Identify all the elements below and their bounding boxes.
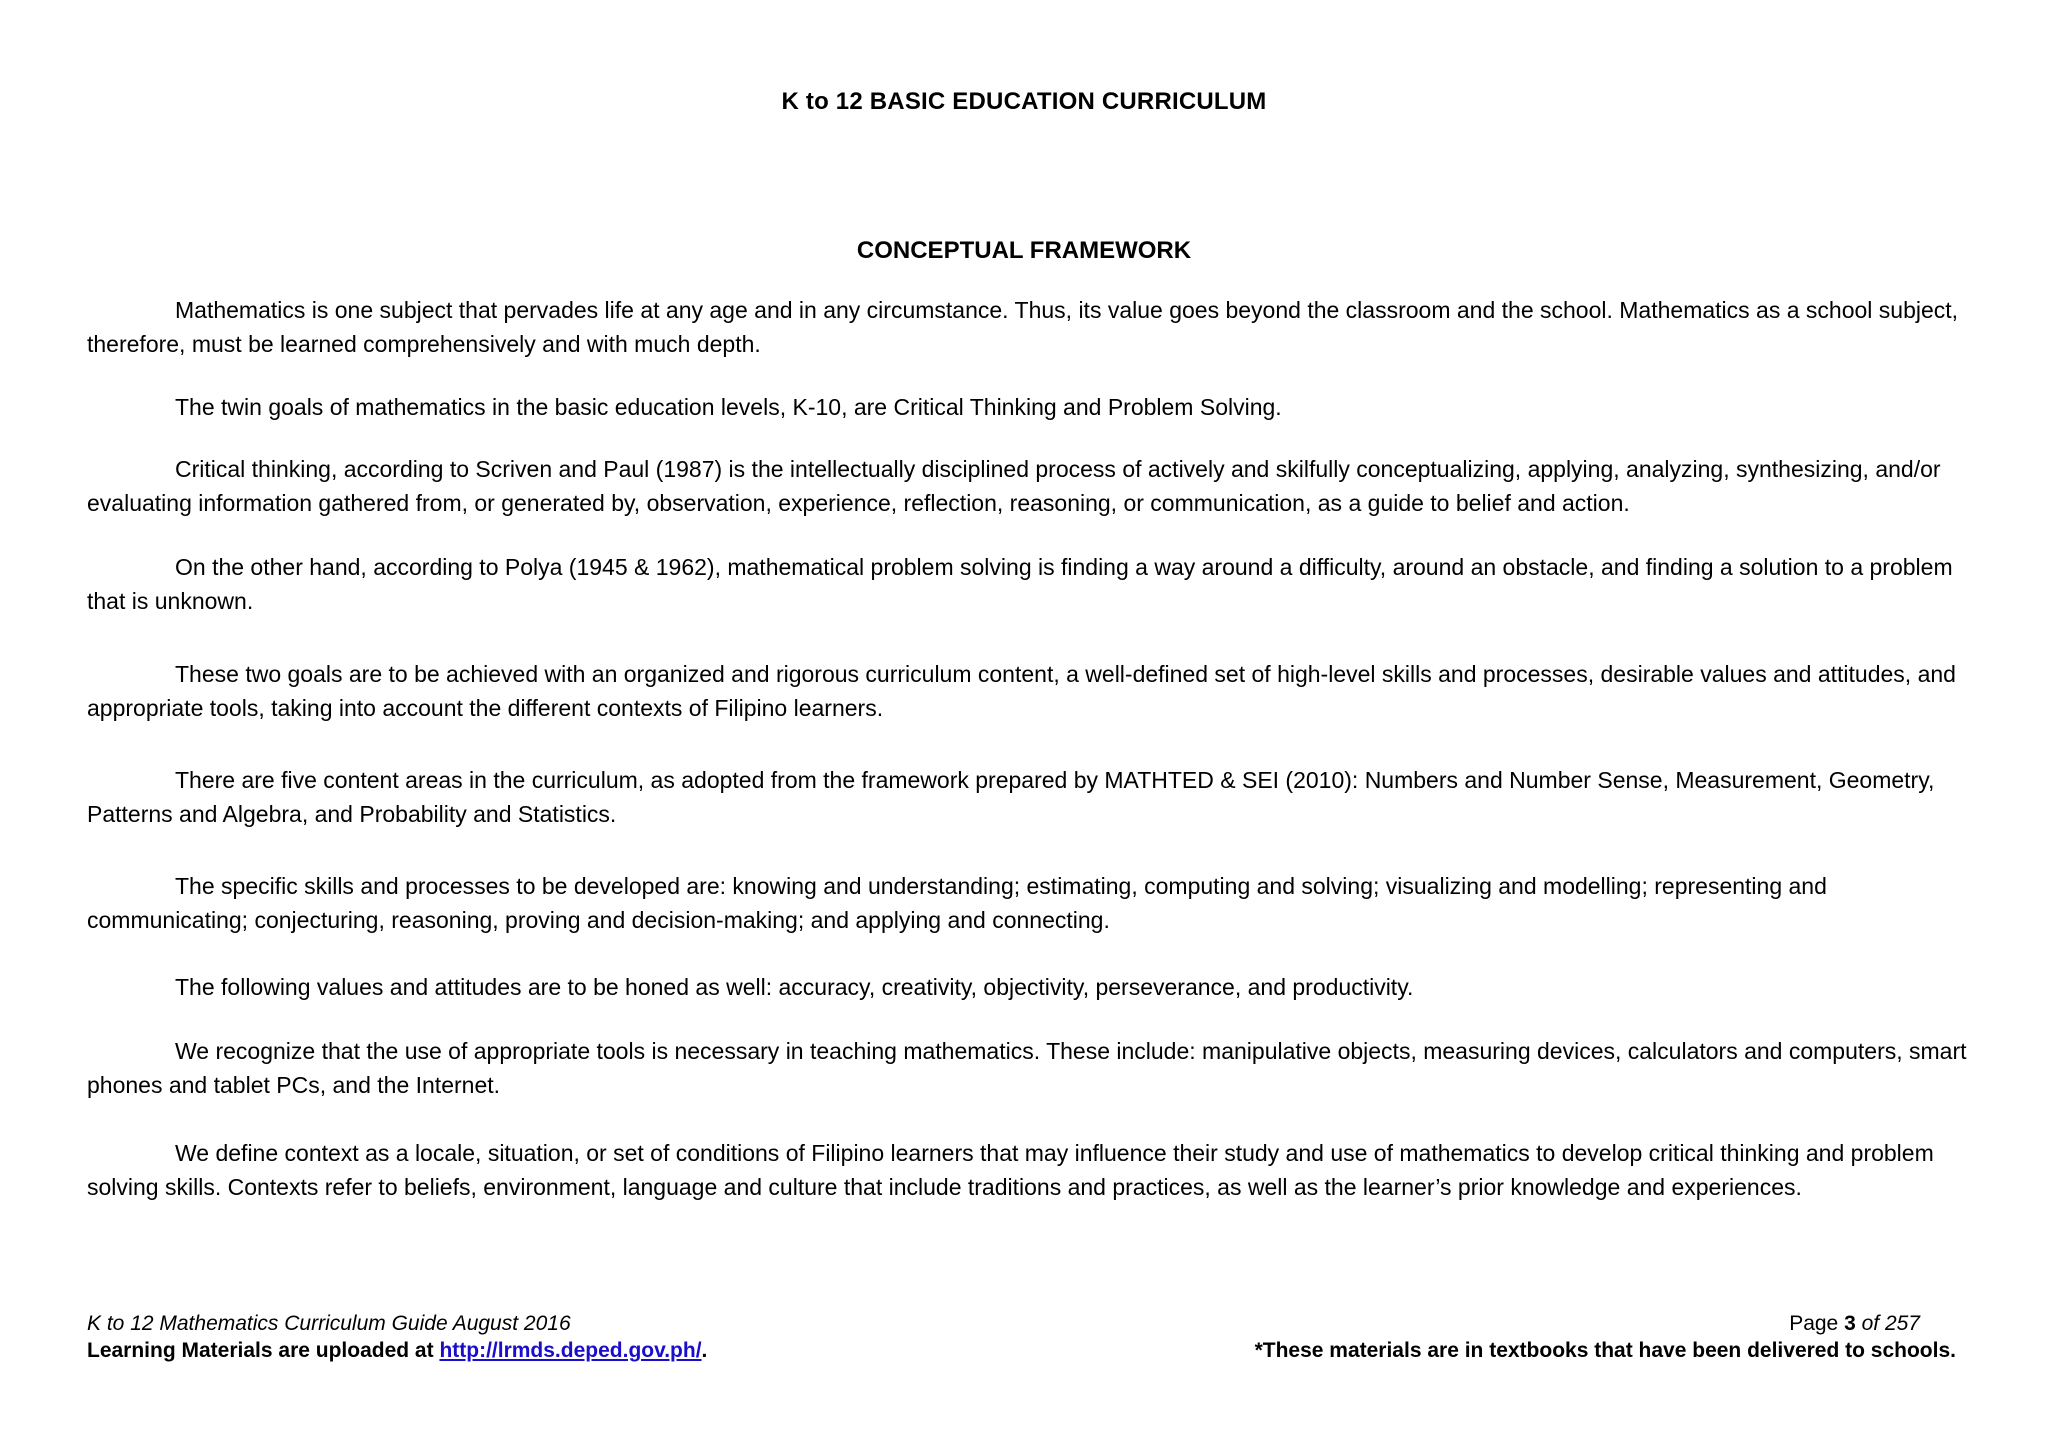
footer-right	[1255, 1310, 1956, 1364]
paragraph-content-areas	[87, 763, 1967, 831]
paragraph-twin-goals	[87, 390, 1967, 424]
lrmds-link[interactable]: http://lrmds.deped.gov.ph/	[439, 1339, 702, 1362]
paragraph-text: We recognize that the use of appropriate tools is necessary in teaching mathematics. These include: manipulative objects, measuring devices, calculators and computers, smart phones and tablet PCs, and the Internet.	[87, 1038, 1967, 1098]
paragraph-text: We define context as a locale, situation, or set of conditions of Filipino learners that may influence their study and use of mathematics to develop critical thinking and problem solving skills. Contexts refer to beliefs, environment, language and culture that include traditions and practices, as well as the learner’s prior knowledge and experiences.	[87, 1140, 1934, 1200]
paragraph-text: Mathematics is one subject that pervades life at any age and in any circumstance. Thus, its value goes beyond the classroom and the school. Mathematics as a school subject, therefore, must be learned comprehensively and with much depth.	[87, 297, 1959, 357]
document-header: K to 12 BASIC EDUCATION CURRICULUM	[781, 88, 1267, 115]
paragraph-tools	[87, 1034, 1967, 1102]
paragraph-values-attitudes	[87, 970, 1967, 1004]
textbook-note: *These materials are in textbooks that have been delivered to schools.	[1254, 1339, 1956, 1362]
upload-notice-suffix: .	[701, 1339, 708, 1362]
page-number: 3	[1844, 1312, 1856, 1335]
paragraph-critical-thinking	[87, 452, 1967, 520]
curriculum-guide-label: K to 12 Mathematics Curriculum Guide August 2016	[87, 1312, 571, 1335]
upload-notice-prefix: Learning Materials are uploaded at	[87, 1339, 440, 1362]
page-indicator	[1255, 1310, 1956, 1337]
paragraph-text: Critical thinking, according to Scriven and Paul (1987) is the intellectually disciplined process of actively and skilfully conceptualizing, applying, analyzing, synthesizing, and/or evaluating information gathered from, or generated by, observation, experience, reflection, reasoning, or communication, as a guide to belief and action.	[87, 456, 1941, 516]
paragraph-text: On the other hand, according to Polya (1945 & 1962), mathematical problem solving is finding a way around a difficulty, around an obstacle, and finding a solution to a problem that is unknown.	[87, 554, 1953, 614]
paragraph-problem-solving	[87, 550, 1967, 618]
footer-left	[87, 1310, 707, 1364]
upload-notice	[87, 1337, 707, 1364]
section-title: CONCEPTUAL FRAMEWORK	[856, 237, 1192, 264]
paragraph-goals-achieved	[87, 657, 1967, 725]
paragraph-context	[87, 1136, 1967, 1204]
paragraph-text: There are five content areas in the curriculum, as adopted from the framework prepared by MATHTED & SEI (2010): Numbers and Number Sense, Measurement, Geometry, Patterns and Algebra, and Probability and Statistics.	[87, 767, 1935, 827]
page-total: of 257	[1855, 1312, 1920, 1335]
paragraph-text: The twin goals of mathematics in the basic education levels, K-10, are Critical Thinking and Problem Solving.	[175, 394, 1282, 420]
page-label: Page	[1789, 1312, 1845, 1335]
paragraph-text: These two goals are to be achieved with an organized and rigorous curriculum content, a well-defined set of high-level skills and processes, desirable values and attitudes, and appropriate tools, taking into account the different contexts of Filipino learners.	[87, 661, 1956, 721]
paragraph-text: The following values and attitudes are to be honed as well: accuracy, creativity, objectivity, perseverance, and productivity.	[175, 974, 1414, 1000]
paragraph-text: The specific skills and processes to be developed are: knowing and understanding; estimating, computing and solving; visualizing and modelling; representing and communicating; conjecturing, reasoning, proving and decision-making; and applying and connecting.	[87, 873, 1827, 933]
paragraph-intro	[87, 293, 1967, 361]
paragraph-skills-processes	[87, 869, 1967, 937]
